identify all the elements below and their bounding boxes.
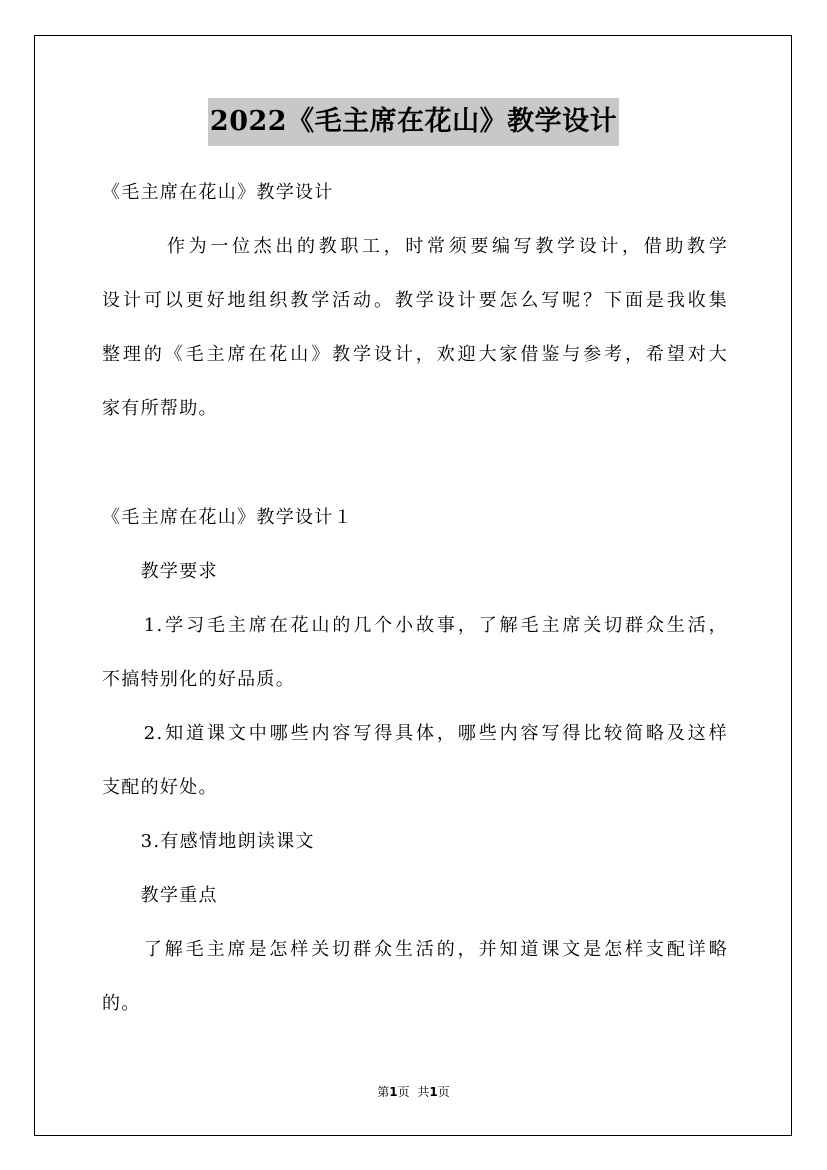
subheading-teaching-requirements: 教学要求 [102, 561, 218, 582]
paragraph-line-subtitle: 《毛主席在花山》教学设计 [102, 182, 334, 203]
paragraph-line: 的。 [102, 993, 141, 1014]
paragraph-line: 2.知道课文中哪些内容写得具体，哪些内容写得比较简略及这样 [102, 723, 728, 744]
paragraph-line: 设计可以更好地组织教学活动。教学设计要怎么写呢？下面是我收集 [102, 290, 728, 311]
footer-total-suffix: 页 [437, 1085, 450, 1099]
paragraph-line: 家有所帮助。 [102, 398, 218, 419]
title-container [0, 98, 827, 146]
footer-page-number: 1 [389, 1085, 398, 1099]
footer-page-suffix: 页 [397, 1085, 410, 1099]
paragraph-line: 了解毛主席是怎样关切群众生活的，并知道课文是怎样支配详略 [102, 939, 728, 960]
paragraph-line: 支配的好处。 [102, 777, 218, 798]
page-footer [0, 1082, 827, 1102]
paragraph-line: 作为一位杰出的教职工，时常须要编写教学设计，借助教学 [102, 236, 728, 257]
footer-total-prefix: 共 [417, 1085, 430, 1099]
document-title: 2022《毛主席在花山》教学设计 [208, 98, 619, 146]
footer-total-pages: 1 [429, 1085, 438, 1099]
paragraph-line: 不搞特别化的好品质。 [102, 669, 295, 690]
paragraph-line: 整理的《毛主席在花山》教学设计，欢迎大家借鉴与参考，希望对大 [102, 344, 728, 365]
footer-page-prefix: 第 [377, 1085, 390, 1099]
section-heading: 《毛主席在花山》教学设计１ [102, 507, 353, 528]
subheading-teaching-focus: 教学重点 [102, 885, 218, 906]
paragraph-line: 3.有感情地朗读课文 [102, 831, 315, 852]
paragraph-line: 1.学习毛主席在花山的几个小故事，了解毛主席关切群众生活， [102, 615, 728, 636]
